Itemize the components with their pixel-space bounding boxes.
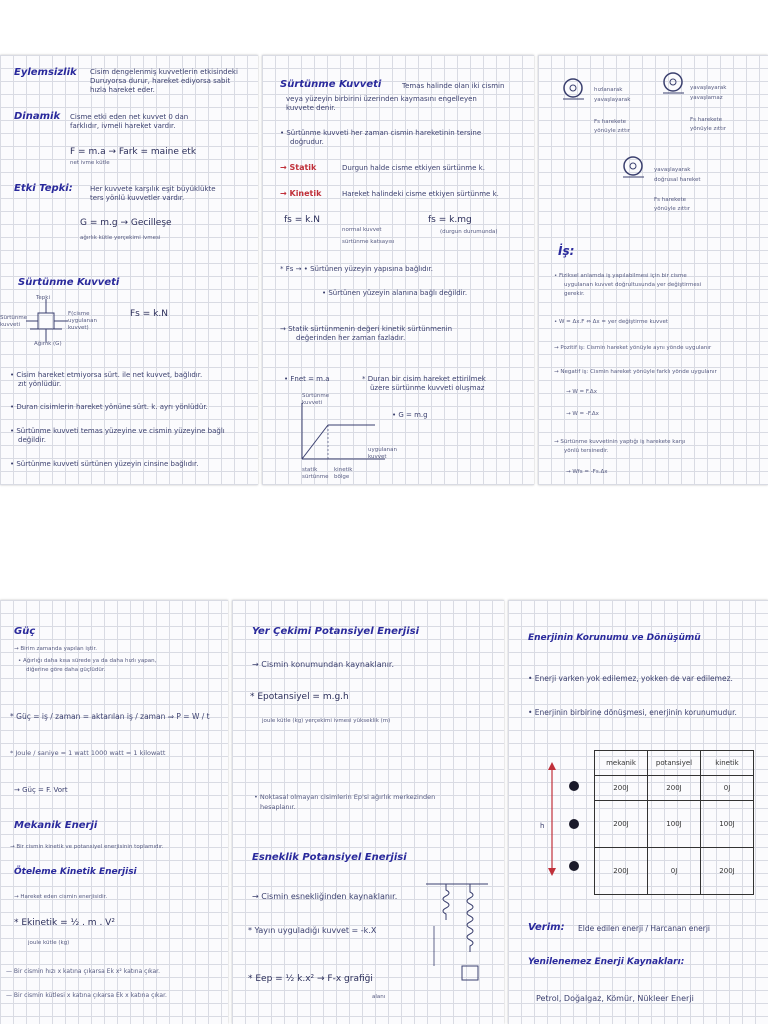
table-row	[595, 801, 754, 848]
notebook-page-5	[232, 600, 504, 1024]
is-text: • W = Δx.F ⇔ Δx = yer değiştirme kuvvet	[554, 319, 668, 325]
notebook-page-3	[538, 55, 768, 485]
wheel-diagram-icon	[658, 67, 688, 97]
graph-label: statik sürtünme	[302, 467, 329, 480]
oteleme-title: Öteleme Kinetik Enerjisi	[14, 867, 137, 877]
verim-text: Elde edilen enerji / Harcanan enerji	[578, 924, 710, 933]
bullet: • Sürtünme kuvveti her zaman cismin hareketinin tersine	[280, 129, 482, 137]
notebook-page-2	[262, 55, 534, 485]
notebook-page-4	[0, 600, 228, 1024]
etki-formula: G = m.g → Gecilleşe	[80, 218, 172, 228]
formula-fs-kn: fs = k.N	[284, 215, 320, 225]
graph-label: kinetik bölge	[334, 467, 353, 480]
bullet: değerinden her zaman fazladır.	[296, 334, 406, 342]
diagram-text: yavaşlamaz	[690, 95, 723, 101]
table-row	[595, 751, 754, 776]
yer-cekimi-title: Yer Çekimi Potansiyel Enerjisi	[252, 626, 420, 637]
table-row	[595, 776, 754, 801]
oteleme-formula: * Ekinetik = ½ . m . V²	[14, 918, 115, 928]
diagram-text: yavaşlayarak	[690, 85, 727, 91]
is-text: • Fiziksel anlamda iş yapılabilmesi için bir cisme	[554, 273, 687, 279]
esneklik-sub: alanı	[372, 994, 386, 1000]
etki-formula-sub: ağırlık kütle yerçekimi ivmesi	[80, 235, 161, 241]
eylemsizlik-text: hızla hareket eder.	[90, 86, 155, 94]
table-cell: 0J	[648, 848, 701, 895]
is-text: → W = -F.Δx	[566, 411, 599, 417]
diagram-text: yönüyle zıttır	[594, 128, 631, 134]
dinamik-formula: F = m.a → Fark = maine etk	[70, 147, 197, 157]
guc-title: Güç	[14, 626, 36, 637]
kinetik-text: Hareket halindeki cisme etkiyen sürtünme k.	[342, 190, 499, 198]
bullet: • Sürtünen yüzeyin alanına bağlı değildir.	[322, 289, 468, 297]
verim-label: Verim:	[528, 922, 565, 933]
guc-text: → Güç = F. Vort	[14, 786, 68, 794]
surtunme-kuvveti-title: Sürtünme Kuvveti	[280, 79, 382, 90]
surt-bullet: • Sürtünme kuvveti sürtünen yüzeyin cinsine bağlıdır.	[10, 460, 199, 468]
formula-sub: normal kuvvet	[342, 227, 382, 233]
surt-bullet: zıt yönlüdür.	[18, 380, 62, 388]
diagram-text: doğrusal hareket	[654, 177, 701, 183]
diagram-text: Fs harekete	[654, 197, 687, 203]
etki-text: ters yönlü kuvvetler vardır.	[90, 194, 185, 202]
table-cell: 0J	[701, 776, 754, 801]
table-cell: 200J	[595, 776, 648, 801]
energy-table	[594, 750, 754, 895]
guc-text: → Birim zamanda yapılan iştir.	[14, 646, 97, 652]
enerji-text: • Enerji varken yok edilemez, yokken de var edilemez.	[528, 674, 733, 683]
esneklik-text: → Cismin esnekliğinden kaynaklanır.	[252, 892, 398, 901]
bullet: üzere sürtünme kuvveti oluşmaz	[370, 384, 485, 392]
surt-bullet: • Cisim hareket etmiyorsa sürt. ile net kuvvet, bağlıdır.	[10, 371, 203, 379]
table-header: kinetik	[701, 751, 754, 776]
diagram-text: Fs harekete	[594, 119, 627, 125]
is-text: → Negatif iş: Cismin hareket yönüyle farklı yönde uygulanır	[554, 369, 717, 375]
is-text: → Wfs = -Fs.Δx	[566, 469, 608, 475]
table-cell: 200J	[595, 848, 648, 895]
intro-text: Temas halinde olan iki cismin	[402, 82, 505, 90]
diagram-text: Fs harekete	[690, 117, 723, 123]
yer-cekimi-text: • Noktasal olmayan cisimlerin Ep'si ağırlık merkezinden	[254, 793, 436, 801]
table-cell: 100J	[701, 801, 754, 848]
table-header: potansiyel	[648, 751, 701, 776]
eylemsizlik-title: Eylemsizlik	[14, 67, 77, 78]
diagram-label-tepki: Tepki	[36, 295, 51, 301]
is-text: → Sürtünme kuvvetinin yaptığı iş harekete karşı	[554, 439, 686, 445]
diagram-label-surtunme: Sürtünme kuvveti	[0, 315, 28, 328]
esneklik-formula: * Eep = ½ k.x² → F-x grafiği	[248, 974, 373, 984]
dinamik-text: farklıdır, ivmeli hareket vardır.	[70, 122, 176, 130]
graph-ylabel: Sürtünme kuvveti	[302, 393, 330, 406]
bullet: → Statik sürtünmenin değeri kinetik sürtünmenin	[280, 325, 453, 333]
statik-label: → Statik	[280, 163, 317, 172]
is-text: → W = F.Δx	[566, 389, 597, 395]
surt-bullet: değildir.	[18, 436, 46, 444]
enerji-text: • Enerjinin birbirine dönüşmesi, enerjinin korunumudur.	[528, 708, 737, 717]
diagram-label-agirlik: Ağırlık (G)	[34, 341, 62, 347]
surt-formula: Fs = k.N	[130, 309, 168, 319]
yenilenemez-text: Petrol, Doğalgaz, Kömür, Nükleer Enerji	[536, 994, 694, 1003]
etki-title: Etki Tepki:	[14, 183, 73, 194]
formula-g: • G = m.g	[392, 411, 428, 419]
oteleme-sub: joule kütle (kg)	[28, 940, 70, 946]
notebook-page-1	[0, 55, 258, 485]
guc-unit: * Joule / saniye = 1 watt 1000 watt = 1 kilowatt	[10, 749, 166, 757]
bullet: * Duran bir cisim hareket ettirilmek	[362, 375, 486, 383]
etki-text: Her kuvvete karşılık eşit büyüklükte	[90, 185, 216, 193]
enerji-korunum-title: Enerjinin Korunumu ve Dönüşümü	[528, 633, 701, 643]
is-text: uygulanan kuvvet doğrultusunda yer değiştirmesi	[564, 282, 702, 288]
guc-text: • Ağırlığı daha kısa sürede ya da daha hızlı yapan,	[18, 658, 157, 664]
formula-fs-kmg: fs = k.mg	[428, 215, 472, 225]
surt-bullet: • Duran cisimlerin hareket yönüne sürt. k. ayrı yönlüdür.	[10, 403, 208, 411]
esneklik-text: * Yayın uyguladığı kuvvet = -k.X	[248, 926, 377, 935]
table-cell: 200J	[595, 801, 648, 848]
oteleme-text: — Bir cismin hızı x katına çıkarsa Ek x² katına çıkar.	[6, 968, 160, 975]
spring-diagram	[422, 880, 492, 1010]
formula-sub: (durgun durumunda)	[440, 229, 498, 235]
mekanik-title: Mekanik Enerji	[14, 820, 98, 831]
guc-text: diğerine göre daha güçlüdür.	[26, 667, 106, 673]
surt-bullet: • Sürtünme kuvveti temas yüzeyine ve cismin yüzeyine bağlı	[10, 427, 225, 435]
bullet: * Fs → • Sürtünen yüzeyin yapısına bağlıdır.	[280, 265, 433, 273]
surtunme-title: Sürtünme Kuvveti	[18, 277, 120, 288]
friction-graph	[280, 395, 390, 475]
diagram-text: yavaşlayarak	[654, 167, 691, 173]
yer-cekimi-sub: joule kütle (kg) yerçekimi ivmesi yükseklik (m)	[262, 718, 391, 724]
diagram-text: yönüyle zıttır	[690, 126, 727, 132]
table-header: mekanik	[595, 751, 648, 776]
eylemsizlik-text: Cisim dengelenmiş kuvvetlerin etkisindeki	[90, 68, 238, 76]
diagram-text: hızlanarak	[594, 87, 623, 93]
yer-cekimi-text: → Cismin konumundan kaynaklanır.	[252, 660, 395, 669]
diagram-text: yönüyle zıttır	[654, 206, 691, 212]
formula-fnet: • Fnet = m.a	[284, 375, 330, 383]
oteleme-text: — Bir cismin kütlesi x katına çıkarsa Ek x katına çıkar.	[6, 992, 167, 999]
yer-cekimi-formula: * Epotansiyel = m.g.h	[250, 692, 349, 702]
kinetik-label: → Kinetik	[280, 189, 322, 198]
is-text: yönlü tersinedir.	[564, 448, 609, 454]
is-text: → Pozitif iş: Cismin hareket yönüyle aynı yönde uygulanır	[554, 345, 712, 351]
table-cell: 100J	[648, 801, 701, 848]
height-label: h	[540, 822, 545, 830]
esneklik-title: Esneklik Potansiyel Enerjisi	[252, 852, 407, 863]
mekanik-text: → Bir cismin kinetik ve potansiyel enerjisinin toplamıdır.	[10, 844, 164, 850]
yer-cekimi-text: hesaplanır.	[260, 803, 296, 811]
oteleme-text: → Hareket eden cismin enerjisidir.	[14, 894, 108, 900]
wheel-diagram-icon	[618, 151, 648, 181]
dinamik-title: Dinamik	[14, 111, 61, 122]
graph-xlabel: uygulanan kuvvet	[368, 447, 397, 460]
is-text: gerekir.	[564, 291, 585, 297]
table-cell: 200J	[648, 776, 701, 801]
yenilenemez-title: Yenilenemez Enerji Kaynakları:	[528, 957, 685, 967]
intro-text: veya yüzeyin birbirini üzerinden kaymasını engelleyen	[286, 95, 477, 103]
notebook-page-6	[508, 600, 768, 1024]
wheel-diagram-icon	[558, 73, 588, 103]
height-arrow-diagram	[538, 760, 588, 880]
table-cell: 200J	[701, 848, 754, 895]
formula-sub: sürtünme katsayısı	[342, 239, 395, 245]
dinamik-text: Cisme etki eden net kuvvet 0 dan	[70, 113, 189, 121]
intro-text: kuvvete denir.	[286, 104, 336, 112]
table-row	[595, 848, 754, 895]
dinamik-formula-sub: net ivme kütle	[70, 160, 110, 166]
bullet: doğrudur.	[290, 138, 324, 146]
diagram-text: yavaşlayarak	[594, 97, 631, 103]
is-title: İş:	[558, 244, 575, 258]
eylemsizlik-text: Duruyorsa durur, hareket ediyorsa sabit	[90, 77, 231, 85]
guc-formula: * Güç = iş / zaman = aktarılan iş / zaman ⇒ P = W / t	[10, 712, 210, 721]
diagram-label-f: F(cisme uygulanan kuvvet)	[68, 311, 97, 331]
statik-text: Durgun halde cisme etkiyen sürtünme k.	[342, 164, 485, 172]
